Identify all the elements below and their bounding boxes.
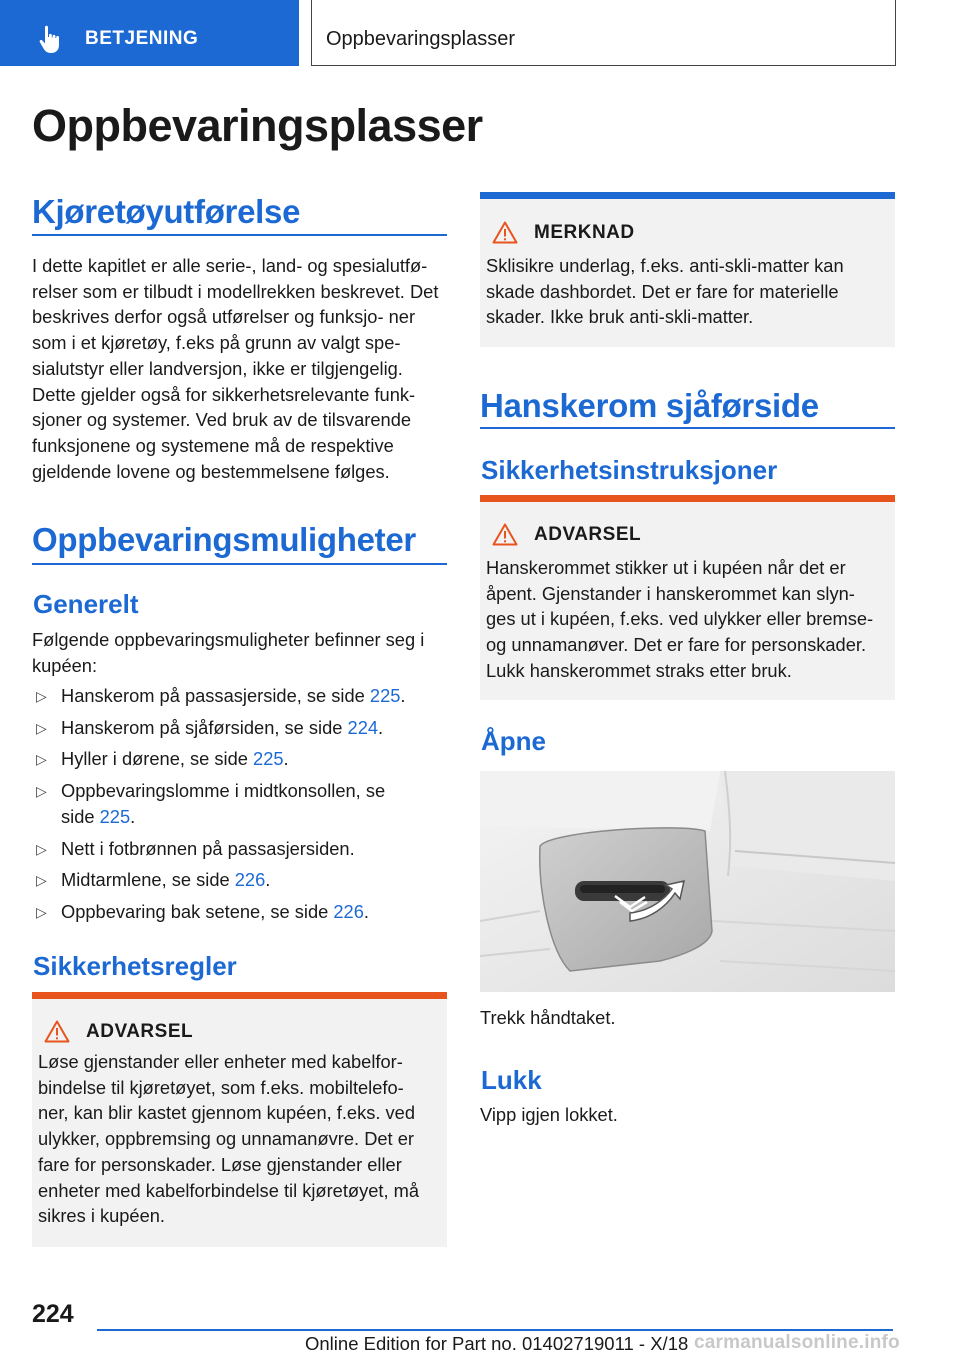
storage-list xyxy=(33,683,447,931)
close-heading: Lukk xyxy=(481,1065,542,1095)
warning-text: Hanskerommet stikker ut i kupéen når det er åpent. Gjenstander i hanskerommet kan slyn‐ ges ut i kupéen, f.eks. ved ulykker eller bremse- og unnamanøver. Det er fare for personskader. Lukk hanskerommet straks etter bruk. xyxy=(486,557,874,681)
section-tab xyxy=(0,0,299,66)
heading-rule xyxy=(480,427,895,429)
triangle-bullet-icon: ▷ xyxy=(36,688,47,704)
open-caption: Trekk håndtaket. xyxy=(480,1007,616,1028)
heading-rule xyxy=(32,234,447,236)
general-heading: Generelt xyxy=(33,589,139,619)
triangle-bullet-icon: ▷ xyxy=(36,719,47,736)
notice-triangle-icon xyxy=(492,221,518,244)
list-item: ▷ Oppbevaring bak setene, se side 226. xyxy=(33,899,447,925)
warning-title: ADVARSEL xyxy=(86,1020,194,1042)
triangle-bullet-icon: ▷ xyxy=(36,783,47,800)
topic-label: Oppbevaringsplasser xyxy=(326,28,515,50)
close-text: Vipp igjen lokket. xyxy=(480,1104,618,1125)
page-number: 224 xyxy=(32,1300,74,1328)
footer-rule xyxy=(97,1329,893,1331)
notice-header xyxy=(492,221,635,244)
warning-triangle-icon xyxy=(44,1020,70,1043)
section-label: BETJENING xyxy=(85,28,199,49)
page-title: Oppbevaringsplasser xyxy=(32,100,483,151)
warning-header xyxy=(492,523,641,546)
list-item: ▷ Midtarmlene, se side 226. xyxy=(33,867,447,893)
page-ref-link[interactable]: 225 xyxy=(253,748,284,770)
triangle-bullet-icon: ▷ xyxy=(36,872,47,889)
page-ref-link[interactable]: 225 xyxy=(99,805,131,827)
storage-options-heading: Oppbevaringsmuligheter xyxy=(32,521,416,558)
warning-text: Løse gjenstander eller enheter med kabelfor‐ bindelse til kjøretøyet, som f.eks. mobiltelefo‐ ner, kan blir kastet gjennom kupéen, f.eks. ved ulykker, oppbremsing og unnamanøvre. Det er fare for personskader. Løse gjenstander eller enheter med kabelforbindelse til kjøretøyet, må sikres i kupéen. xyxy=(38,1051,420,1227)
page-ref-link[interactable]: 224 xyxy=(347,716,379,738)
warning-triangle-icon xyxy=(492,523,518,546)
notice-text: Sklisikre underlag, f.eks. anti-skli-matter kan skade dashbordet. Det er fare for materielle skader. Ikke bruk anti-skli-matter. xyxy=(486,255,844,328)
list-item: ▷ Hyller i dørene, se side 225. xyxy=(33,746,447,772)
safety-instructions-heading: Sikkerhetsinstruksjoner xyxy=(481,455,778,485)
list-item: ▷ Oppbevaringslomme i midtkonsollen, se side 225. xyxy=(36,780,386,827)
page-ref-link[interactable]: 226 xyxy=(333,900,364,922)
notice-bar xyxy=(480,192,895,199)
glovebox-handle-illustration xyxy=(480,771,895,992)
page-ref-link[interactable]: 225 xyxy=(369,685,401,706)
general-text: Følgende oppbevaringsmuligheter befinner seg i kupéen: xyxy=(32,629,425,676)
heading-rule xyxy=(32,563,447,565)
edition-text: Online Edition for Part no. 01402719011 - X/18 xyxy=(305,1333,689,1354)
list-item: ▷ Hanskerom på passasjerside, se side 225. xyxy=(33,683,447,709)
safety-rules-heading: Sikkerhetsregler xyxy=(33,951,237,981)
vehicle-version-text: I dette kapitlet er alle serie-, land- og spesialutfø‐ relser som er tilbudt i modellrekken beskrevet. Det beskrives derfor også utførelser og funksjo‐ ner som i et kjøretøy, f.eks på grunn av valgt spe‐ sialutstyr eller landversjon, ikke er tilgjengelig. Dette gjelder også for sikkerhetsrelevante funk‐ sjoner og systemer. Ved bruk av de tilsvarende funksjonene og systemene må de respektive gjeldende lovene og bestemmelsene følges. xyxy=(32,255,439,482)
page-ref-link[interactable]: 226 xyxy=(234,869,266,891)
warning-bar xyxy=(480,495,895,502)
open-heading: Åpne xyxy=(481,726,546,756)
triangle-bullet-icon: ▷ xyxy=(36,903,47,920)
warning-box xyxy=(32,992,447,1247)
list-item: ▷ Nett i fotbrønnen på passasjersiden. xyxy=(33,836,447,862)
triangle-bullet-icon: ▷ xyxy=(36,751,47,768)
warning-bar xyxy=(32,992,447,999)
glovebox-driver-heading: Hanskerom sjåførside xyxy=(480,387,819,424)
list-item: ▷ Hanskerom på sjåførsiden, se side 224. xyxy=(33,715,447,741)
notice-title: MERKNAD xyxy=(534,221,635,243)
topic-header xyxy=(311,0,896,66)
glovebox-illustration xyxy=(480,771,895,992)
warning-title: ADVARSEL xyxy=(534,523,642,545)
watermark: carmanualsonline.info xyxy=(694,1332,900,1353)
notice-box xyxy=(480,192,895,347)
warning-box xyxy=(480,495,895,700)
warning-header xyxy=(44,1020,193,1043)
vehicle-version-heading: Kjøretøyutførelse xyxy=(32,193,301,230)
triangle-bullet-icon: ▷ xyxy=(36,840,47,857)
hand-pointer-icon xyxy=(38,24,64,54)
